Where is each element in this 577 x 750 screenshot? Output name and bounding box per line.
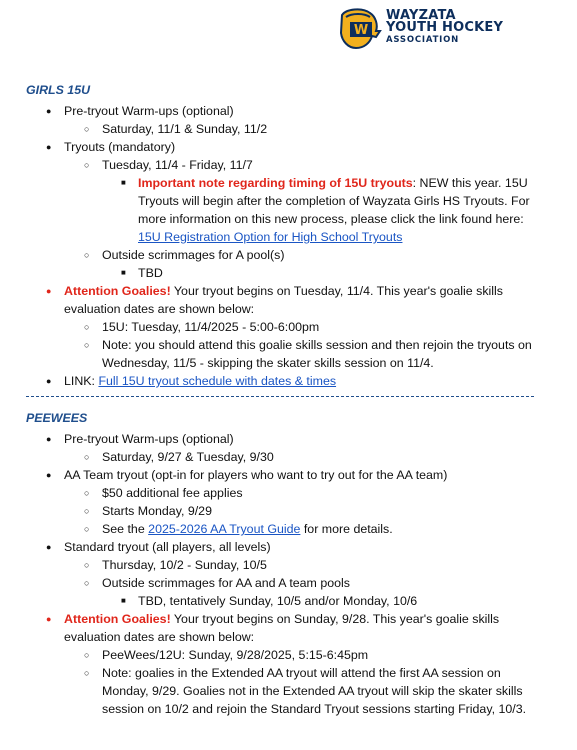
list-item: ● Pre-tryout Warm-ups (optional) ○ Saturday, 9/27 & Tuesday, 9/30 (26, 430, 546, 466)
list-item: ○ Outside scrimmages for AA and A team pools ■ TBD, tentatively Sunday, 10/5 and/or Monday, 10/6 (64, 574, 546, 610)
list-item: ○ Saturday, 11/1 & Sunday, 11/2 (64, 120, 546, 138)
association-logo (336, 6, 503, 50)
important-note: ■ Important note regarding timing of 15U tryouts: NEW this year. 15U Tryouts will begin after the completion of Wayzata Girls HS Tryouts. For more information on this new process, please click the link found here: 15U Registration Option for High School Tryouts (102, 174, 546, 246)
list-item: ○ $50 additional fee applies (64, 484, 546, 502)
section-title-peewees: PEEWEES (26, 411, 88, 425)
list-item: ● AA Team tryout (opt-in for players who want to try out for the AA team) ○ $50 additional fee applies ○ Starts Monday, 9/29 ○ See the 2025-2026 AA Tryout Guide for more details. (26, 466, 546, 538)
goalie-alert: ● Attention Goalies! Your tryout begins on Tuesday, 11/4. This year's goalie skills evaluation dates are shown below: ○ 15U: Tuesday, 11/4/2025 - 5:00-6:00pm ○ Note: you should attend this goalie skills session and then rejoin the tryouts on Wednesday, 11/5 - skipping the skater skills session on 11/4. (26, 282, 546, 372)
aa-tryout-guide-link[interactable]: 2025-2026 AA Tryout Guide (148, 522, 301, 536)
list-item: ○ Saturday, 9/27 & Tuesday, 9/30 (64, 448, 546, 466)
list-item: ○ Outside scrimmages for A pool(s) ■ TBD (64, 246, 546, 282)
list-item: ○ Thursday, 10/2 - Sunday, 10/5 (64, 556, 546, 574)
list-item: ○ 15U: Tuesday, 11/4/2025 - 5:00-6:00pm (64, 318, 546, 336)
list-item: ○ Starts Monday, 9/29 (64, 502, 546, 520)
list-item: ● LINK: Full 15U tryout schedule with dates & times (26, 372, 546, 390)
logo-line-1: WAYZATA (386, 8, 456, 23)
section-title-girls-15u: GIRLS 15U (26, 83, 91, 97)
peewees-section (26, 411, 546, 718)
girls-15u-section (26, 83, 546, 390)
list-item: ● Tryouts (mandatory) ○ Tuesday, 11/4 - Friday, 11/7 ■ Important note regarding timing of 15U tryouts: NEW this year. 15U Tryouts will begin after the completion of Wayzata Girls HS Tryouts. For more information on this new process, please click the link found here: 15U Registration Option for High School Tryouts ○ Outside scrimmages for A pool(s) ■ TBD (26, 138, 546, 282)
logo-line-2: YOUTH HOCKEY (386, 20, 504, 35)
logo-letter: W (353, 23, 369, 38)
15u-schedule-link[interactable]: Full 15U tryout schedule with dates & times (98, 374, 337, 388)
section-divider (26, 396, 534, 397)
list-item: ○ Note: you should attend this goalie skills session and then rejoin the tryouts on Wednesday, 11/5 - skipping the skater skills session on 11/4. (64, 336, 546, 372)
list-item: ○ Note: goalies in the Extended AA tryout will attend the first AA session on Monday, 9/29. Goalies not in the Extended AA tryout will skip the skater skills session on 10/2 and rejoin the Standard Tryout sessions starting Friday, 10/3. (64, 664, 546, 718)
list-item: ■ TBD, tentatively Sunday, 10/5 and/or Monday, 10/6 (102, 592, 546, 610)
list-item: ○ See the 2025-2026 AA Tryout Guide for more details. (64, 520, 546, 538)
list-item: ○ Tuesday, 11/4 - Friday, 11/7 ■ Important note regarding timing of 15U tryouts: NEW this year. 15U Tryouts will begin after the completion of Wayzata Girls HS Tryouts. For more information on this new process, please click the link found here: 15U Registration Option for High School Tryouts (64, 156, 546, 246)
hs-tryout-option-link[interactable]: 15U Registration Option for High School Tryouts (138, 230, 403, 244)
list-item: ● Pre-tryout Warm-ups (optional) ○ Saturday, 11/1 & Sunday, 11/2 (26, 102, 546, 138)
logo-line-3: ASSOCIATION (386, 35, 460, 45)
list-item: ○ PeeWees/12U: Sunday, 9/28/2025, 5:15-6:45pm (64, 646, 546, 664)
list-item: ● Standard tryout (all players, all levels) ○ Thursday, 10/2 - Sunday, 10/5 ○ Outside scrimmages for AA and A team pools ■ TBD, tentatively Sunday, 10/5 and/or Monday, 10/6 (26, 538, 546, 610)
list-item: ■ TBD (102, 264, 546, 282)
warrior-logo-icon (336, 7, 382, 49)
goalie-alert: ● Attention Goalies! Your tryout begins on Sunday, 9/28. This year's goalie skills evaluation dates are shown below: ○ PeeWees/12U: Sunday, 9/28/2025, 5:15-6:45pm ○ Note: goalies in the Extended AA tryout will attend the first AA session on Monday, 9/29. Goalies not in the Extended AA tryout will skip the skater skills session on 10/2 and rejoin the Standard Tryout sessions starting Friday, 10/3. (26, 610, 546, 718)
